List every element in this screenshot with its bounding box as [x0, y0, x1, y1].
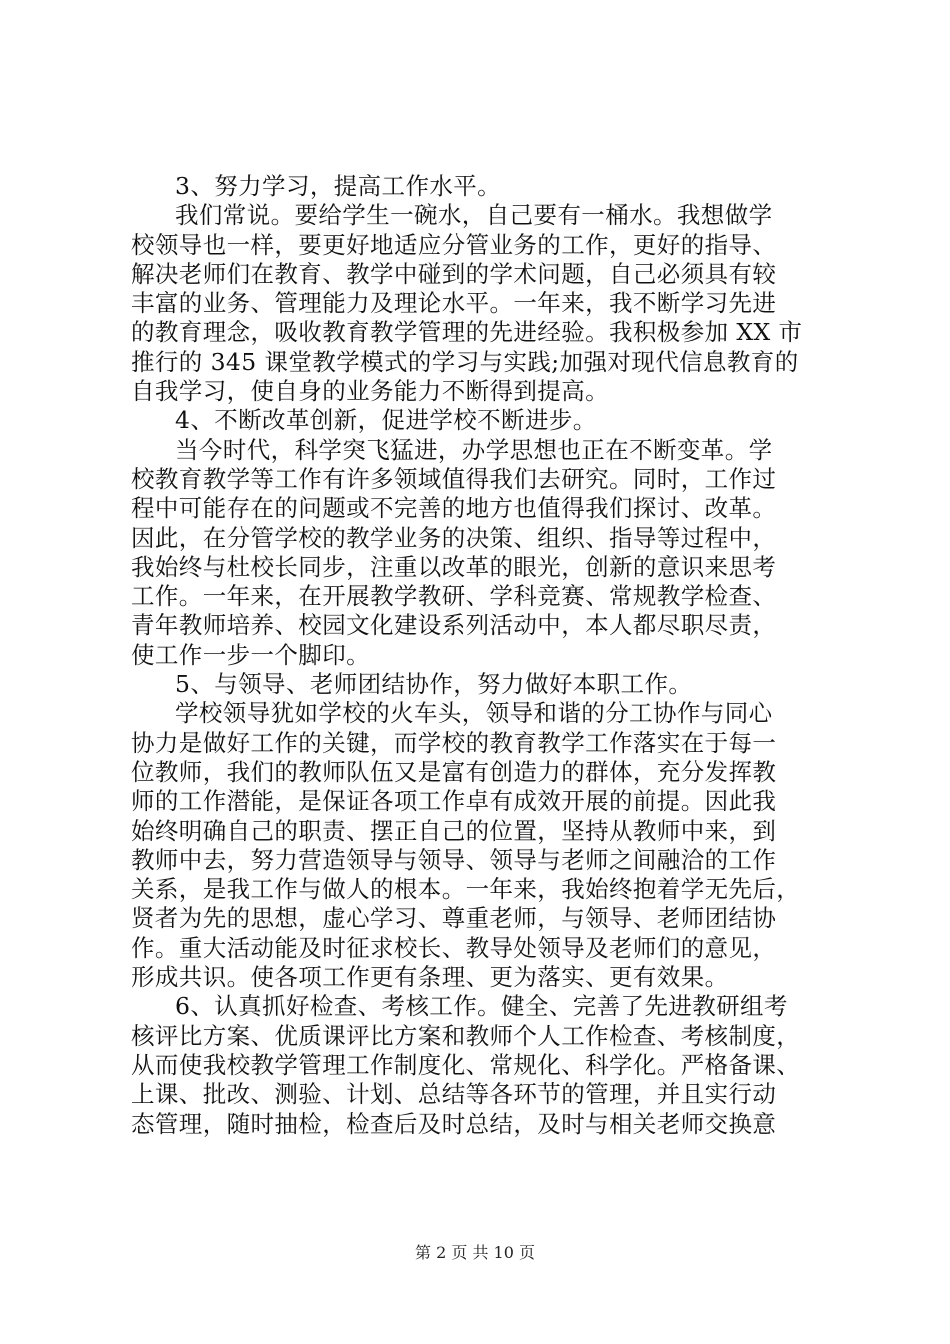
text-line: 的教育理念，吸收教育教学管理的先进经验。我积极参加 XX 市 [131, 318, 803, 347]
text-line: 学校领导犹如学校的火车头，领导和谐的分工协作与同心 [175, 699, 773, 728]
text-line: 自我学习，使自身的业务能力不断得到提高。 [131, 377, 609, 406]
text-line: 贤者为先的思想，虚心学习、尊重老师，与领导、老师团结协 [131, 904, 777, 933]
text-line: 解决老师们在教育、教学中碰到的学术问题，自己必须具有较 [131, 259, 777, 288]
document-body [131, 172, 831, 1139]
text-line: 上课、批改、测验、计划、总结等各环节的管理，并且实行动 [131, 1080, 777, 1109]
text-line: 推行的 345 课堂教学模式的学习与实践;加强对现代信息教育的 [131, 347, 799, 376]
text-line: 5、与领导、老师团结协作，努力做好本职工作。 [175, 670, 693, 699]
text-line: 从而使我校教学管理工作制度化、常规化、科学化。严格备课、 [131, 1050, 801, 1079]
text-line: 我们常说。要给学生一碗水，自己要有一桶水。我想做学 [175, 201, 773, 230]
text-line: 因此，在分管学校的教学业务的决策、组织、指导等过程中， [131, 523, 777, 552]
text-line: 4、不断改革创新，促进学校不断进步。 [175, 406, 597, 435]
text-line: 始终明确自己的职责、摆正自己的位置，坚持从教师中来，到 [131, 816, 777, 845]
text-line: 校领导也一样，要更好地适应分管业务的工作，更好的指导、 [131, 230, 777, 259]
text-line: 3、努力学习，提高工作水平。 [175, 172, 502, 200]
text-line: 6、认真抓好检查、考核工作。健全、完善了先进教研组考 [175, 992, 788, 1021]
text-line: 形成共识。使各项工作更有条理、更为落实、更有效果。 [131, 963, 729, 992]
text-line: 丰富的业务、管理能力及理论水平。一年来，我不断学习先进 [131, 289, 777, 318]
text-line: 核评比方案、优质课评比方案和教师个人工作检查、考核制度， [131, 1021, 801, 1050]
text-line: 协力是做好工作的关键，而学校的教育教学工作落实在于每一 [131, 728, 777, 757]
text-line: 我始终与杜校长同步，注重以改革的眼光，创新的意识来思考 [131, 552, 777, 581]
text-line: 青年教师培养、校园文化建设系列活动中，本人都尽职尽责， [131, 611, 777, 640]
text-line: 工作。一年来，在开展教学教研、学科竞赛、常规教学检查、 [131, 582, 777, 611]
text-line: 使工作一步一个脚印。 [131, 640, 370, 669]
text-line: 教师中去，努力营造领导与领导、领导与老师之间融洽的工作 [131, 845, 777, 874]
text-line: 校教育教学等工作有许多领域值得我们去研究。同时，工作过 [131, 464, 777, 493]
text-line: 当今时代，科学突飞猛进，办学思想也正在不断变革。学 [175, 435, 773, 464]
text-line: 师的工作潜能，是保证各项工作卓有成效开展的前提。因此我 [131, 787, 777, 816]
text-line: 态管理，随时抽检，检查后及时总结，及时与相关老师交换意 [131, 1109, 777, 1138]
text-line: 位教师，我们的教师队伍又是富有创造力的群体，充分发挥教 [131, 757, 777, 786]
text-line: 作。重大活动能及时征求校长、教导处领导及老师们的意见， [131, 933, 777, 962]
page-footer: 第 2 页 共 10 页 [415, 1243, 535, 1262]
text-line: 关系，是我工作与做人的根本。一年来，我始终抱着学无先后， [131, 875, 801, 904]
text-line: 程中可能存在的问题或不完善的地方也值得我们探讨、改革。 [131, 494, 777, 523]
